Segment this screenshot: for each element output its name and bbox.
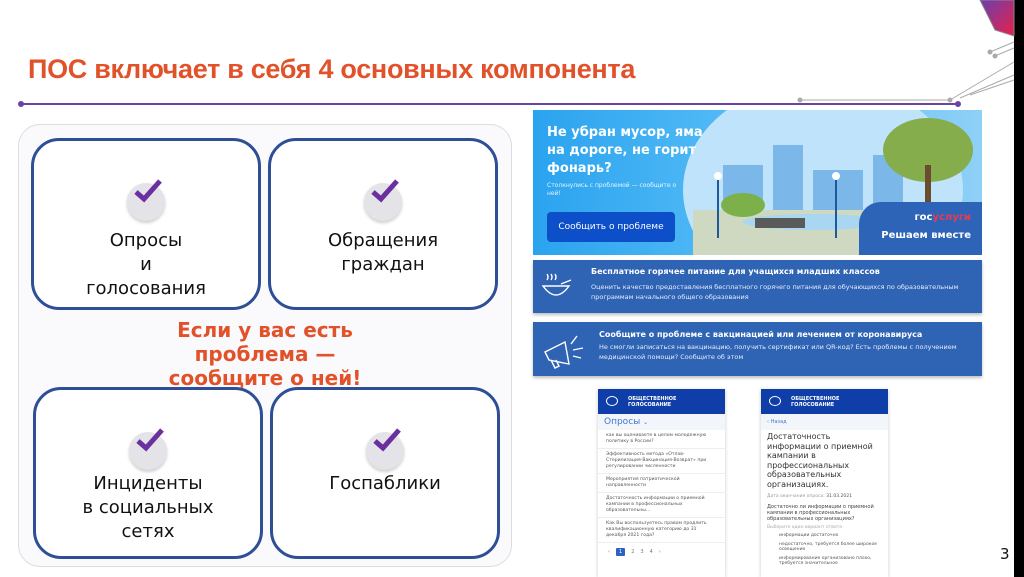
check-icon <box>129 432 167 470</box>
report-problem-button[interactable]: Сообщить о проблеме <box>547 212 675 242</box>
food-bowl-icon <box>539 270 573 302</box>
covid-strip[interactable] <box>533 322 982 376</box>
component-card-surveys <box>31 138 261 310</box>
chevron-down-icon: ⌄ <box>643 419 649 426</box>
card-label-line: Инциденты <box>93 473 203 494</box>
card-label-line: граждан <box>341 254 425 275</box>
prev-page-icon[interactable]: ‹ <box>608 549 610 555</box>
survey-date: Дата окончания опроса: 31.03.2021 <box>767 494 852 499</box>
answer-option[interactable]: информирование организовано плохо, требуется значительное <box>779 556 872 566</box>
component-card-incidents <box>33 387 263 559</box>
gosuslugi-logo: госуслуги <box>914 212 971 223</box>
strip-title: Сообщите о проблеме с вакцинацией или лечением от коронавируса <box>599 330 923 339</box>
divider-dot <box>18 101 24 107</box>
banner-headline: Не убран мусор, яма на дороге, не горит фонарь? <box>547 125 703 176</box>
page-link[interactable]: 3 <box>640 549 644 555</box>
survey-hint: Выберите один вариант ответа <box>767 525 843 530</box>
back-link[interactable]: ‹ Назад <box>761 414 888 430</box>
title-divider <box>20 103 958 105</box>
list-item[interactable]: Достаточность информации о приемной кампании в профессиональных образовательны... <box>598 493 725 518</box>
answer-option[interactable]: информации достаточно <box>779 533 839 538</box>
gosuslugi-banner <box>533 110 982 255</box>
surveys-dropdown[interactable]: Опросы ⌄ <box>598 414 725 430</box>
banner-subtext: Столкнулись с проблемой — сообщите о ней! <box>547 182 677 197</box>
phone-survey-detail <box>761 389 888 577</box>
survey-question: Достаточно ли информации о приемной кампании в профессиональных образовательных организациях? <box>767 504 874 522</box>
check-icon <box>127 183 165 221</box>
list-item[interactable]: Эффективность метода «Отлов-Стерилизация-Вакцинация-Возврат» при регулировании численности <box>598 449 725 474</box>
check-icon <box>366 432 404 470</box>
card-label-line: сетях <box>121 521 175 542</box>
list-item[interactable]: Мероприятия патриотической направленности <box>598 474 725 493</box>
strip-text: Не смогли записаться на вакцинацию, получить сертификат или QR-код? Есть проблемы с получением медицинской помощи? Сообщите об этом <box>599 343 957 361</box>
card-label-line: Госпаблики <box>329 473 441 494</box>
component-card-gospubliki <box>270 387 500 559</box>
next-page-icon[interactable]: › <box>658 549 661 555</box>
check-icon <box>364 183 402 221</box>
circuit-decoration <box>780 0 1020 110</box>
strip-title: Бесплатное горячее питание для учащихся младших классов <box>591 267 880 276</box>
card-label-line: в социальных <box>82 497 214 518</box>
component-card-appeals <box>268 138 498 310</box>
card-label-line: и <box>140 254 152 275</box>
card-label-line: Обращения <box>327 230 439 251</box>
card-label-line: голосования <box>86 278 206 299</box>
page-link[interactable]: 4 <box>649 549 653 555</box>
brand-box <box>859 202 982 255</box>
app-logo-icon <box>769 396 781 406</box>
list-item[interactable]: Как Вы воспользуетесь правом продлить квалификационную категорию до 31 декабря 2021 года? <box>598 518 725 543</box>
answer-option[interactable]: недостаточно, требуется более широкое освещение <box>779 542 877 552</box>
app-logo-icon <box>606 396 618 406</box>
app-header: ОБЩЕСТВЕННОЕ ГОЛОСОВАНИЕ <box>598 389 725 414</box>
card-label-line: Опросы <box>109 230 183 251</box>
hot-meals-strip[interactable] <box>533 260 982 313</box>
page-link[interactable]: 2 <box>631 549 635 555</box>
pagination <box>598 543 725 561</box>
callout-text: Если у вас есть проблема — сообщите о ней! <box>168 318 362 390</box>
strip-text: Оценить качество предоставления бесплатного горячего питания для обучающихся по образовательным программам начального общего образования <box>591 283 959 301</box>
megaphone-icon <box>541 330 585 370</box>
app-header: ОБЩЕСТВЕННОЕ ГОЛОСОВАНИЕ <box>761 389 888 414</box>
brand-slogan: Решаем вместе <box>881 230 971 241</box>
phone-surveys-list <box>598 389 725 577</box>
page-link[interactable]: 1 <box>616 548 625 556</box>
survey-title: Достаточность информации о приемной кампании в профессиональных образовательных организациях. <box>767 432 873 489</box>
list-item[interactable]: как вы оцениваете в целом молодежную политику в России? <box>598 430 725 449</box>
slide-title: ПОС включает в себя 4 основных компонента <box>28 54 636 84</box>
page-number: 3 <box>1000 545 1010 563</box>
